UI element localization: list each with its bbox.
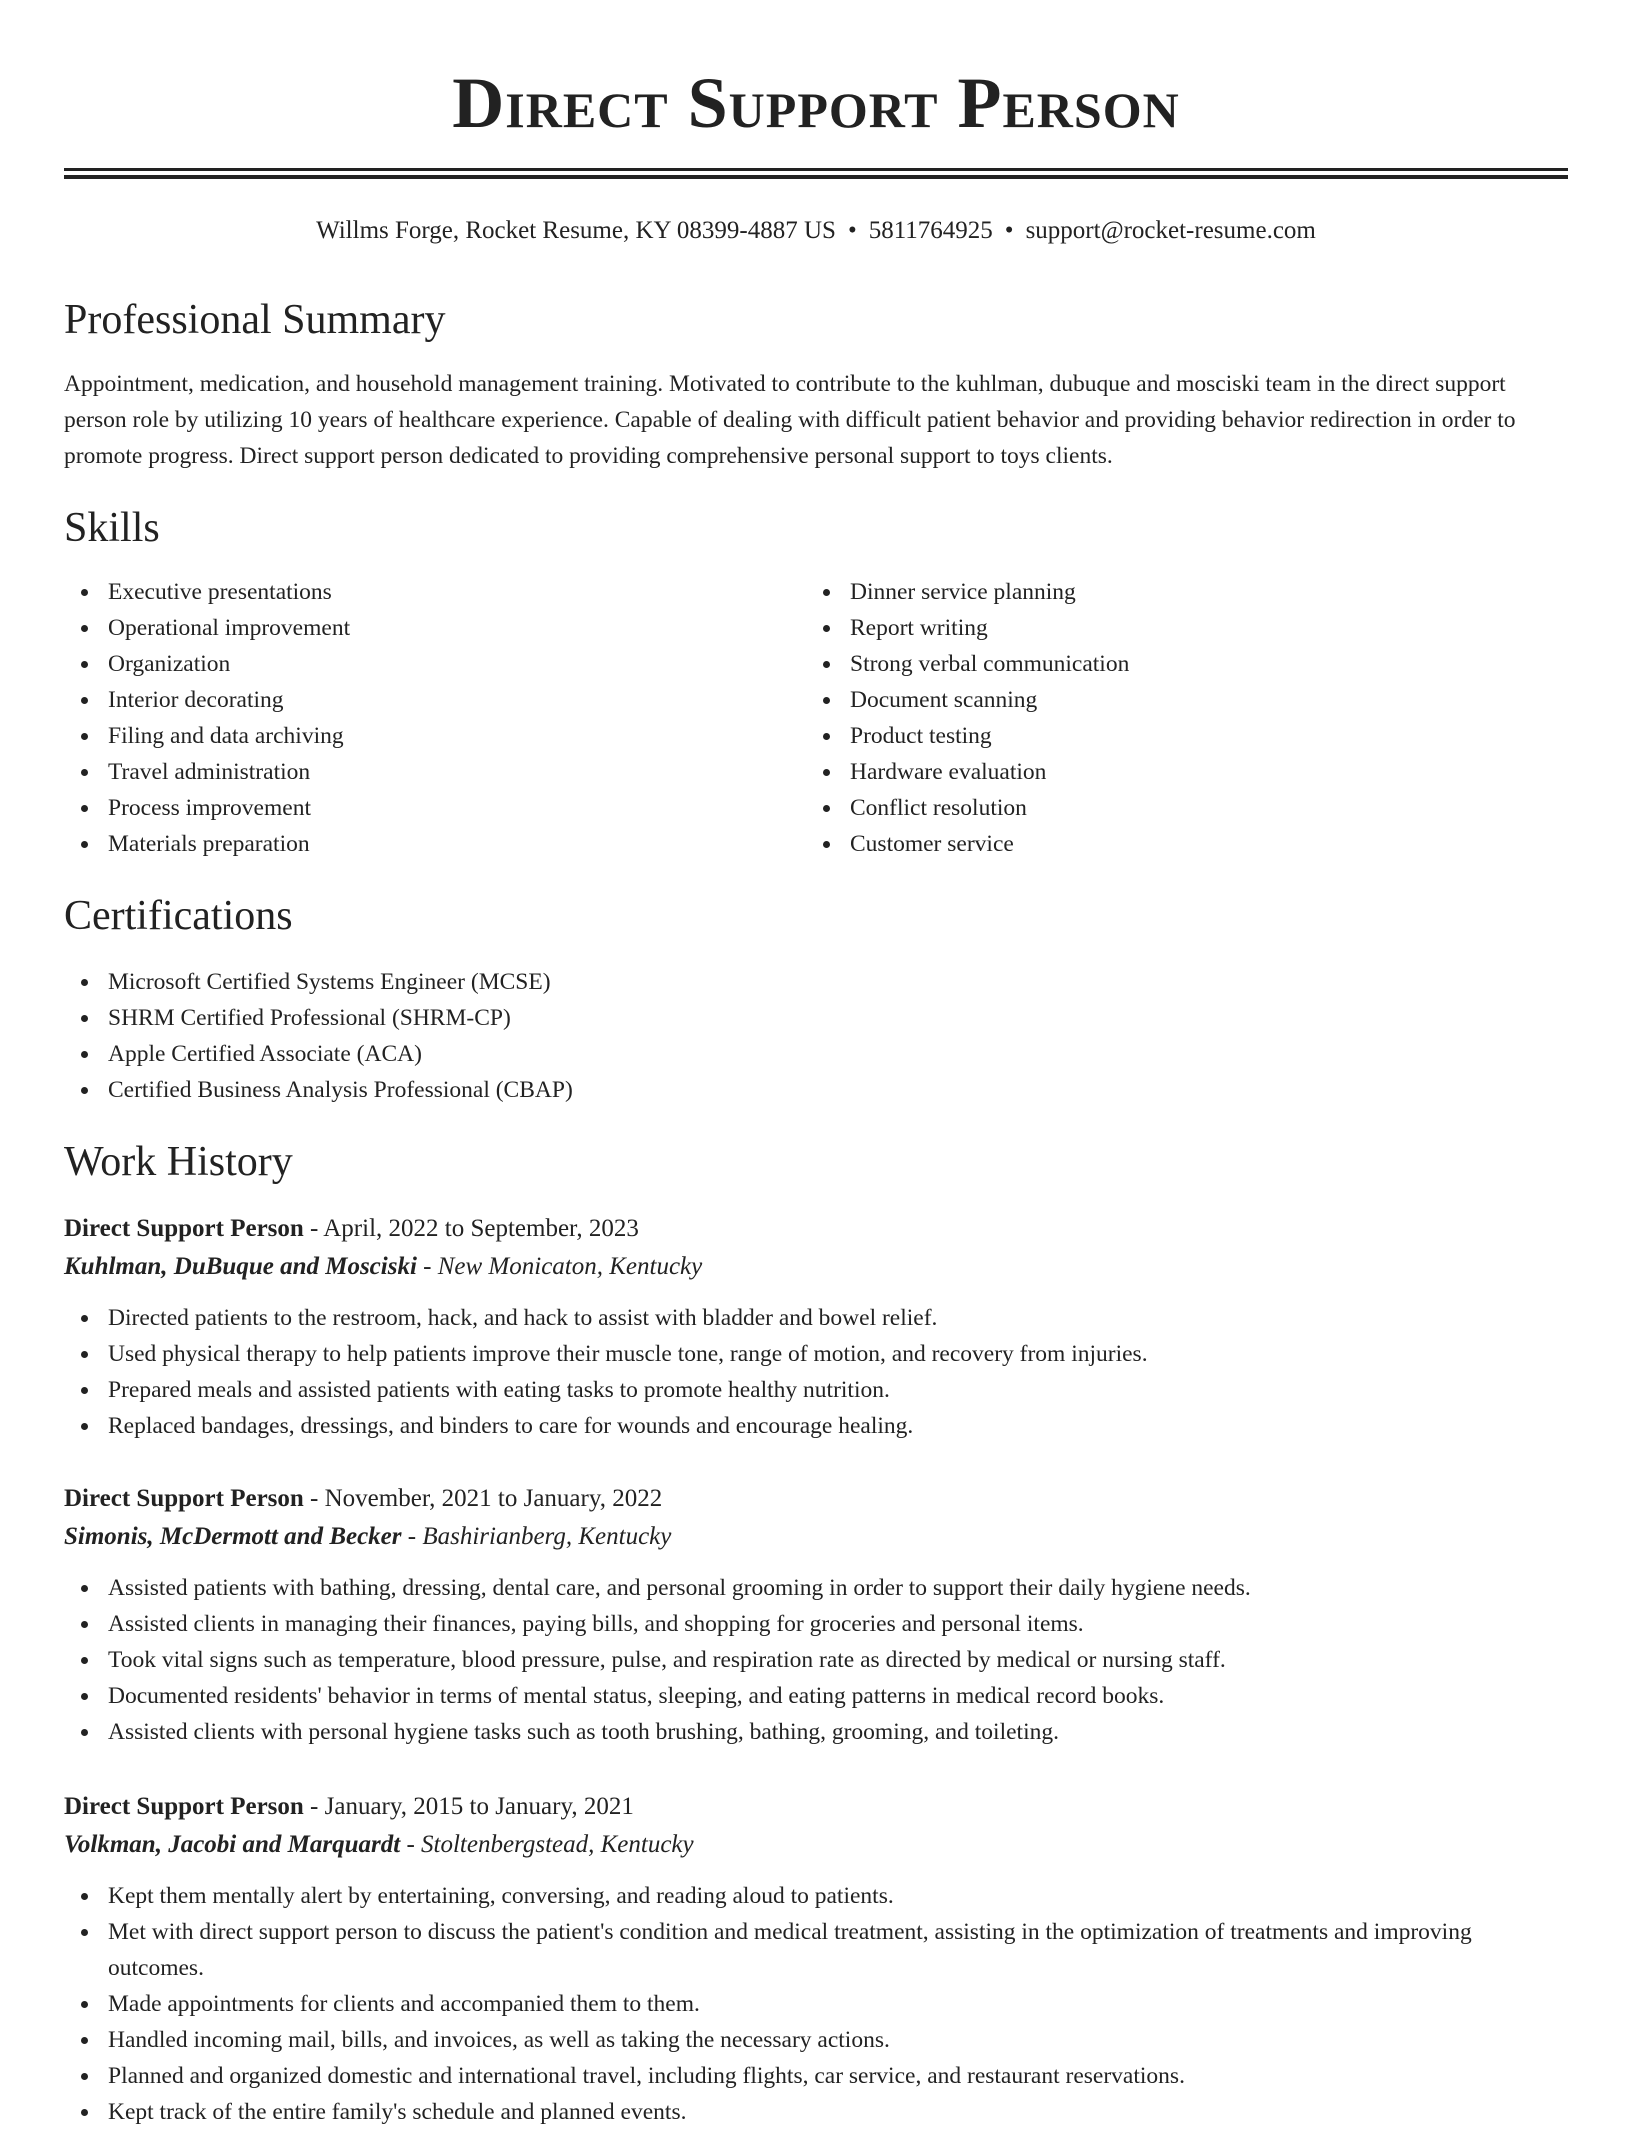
job-duty-item: Took vital signs such as temperature, blood pressure, pulse, and respiration rate as directed by medical or nursing staff.	[64, 1642, 1568, 1678]
job-duty-item: Made appointments for clients and accompanied them to them.	[64, 1986, 1568, 2022]
job-duty-item: Replaced bandages, dressings, and binders to care for wounds and encourage healing.	[64, 1408, 1568, 1444]
contact-email: support@rocket-resume.com	[1025, 217, 1316, 244]
job-entry	[64, 1788, 1568, 2130]
job-duty-item: Handled incoming mail, bills, and invoices, as well as taking the necessary actions.	[64, 2022, 1568, 2058]
job-duties-list	[64, 1878, 1568, 2130]
skill-item: Materials preparation	[64, 826, 764, 862]
contact-phone: 5811764925	[868, 217, 993, 244]
job-company: Volkman, Jacobi and Marquardt	[64, 1831, 401, 1858]
skill-item: Customer service	[806, 826, 1506, 862]
job-duties-list	[64, 1570, 1568, 1750]
job-location: Stoltenbergstead, Kentucky	[421, 1831, 694, 1858]
job-title-line: Direct Support Person - January, 2015 to January, 2021	[64, 1793, 634, 1820]
job-dates: April, 2022 to September, 2023	[323, 1215, 639, 1242]
job-title-line: Direct Support Person - November, 2021 to January, 2022	[64, 1485, 663, 1512]
job-duty-item: Planned and organized domestic and international travel, including flights, car service, and restaurant reservations.	[64, 2058, 1568, 2094]
skill-item: Process improvement	[64, 790, 764, 826]
job-company: Simonis, McDermott and Becker	[64, 1523, 402, 1550]
certifications-list	[64, 964, 1064, 1108]
job-dates: November, 2021 to January, 2022	[324, 1485, 663, 1512]
skill-item: Report writing	[806, 610, 1506, 646]
skill-item: Travel administration	[64, 754, 764, 790]
contact-line	[0, 212, 1632, 250]
job-title-line: Direct Support Person - April, 2022 to September, 2023	[64, 1215, 639, 1242]
job-duty-item: Documented residents' behavior in terms of mental status, sleeping, and eating patterns in medical record books.	[64, 1678, 1568, 1714]
job-location: New Monicaton, Kentucky	[437, 1253, 703, 1280]
job-entry	[64, 1480, 1568, 1750]
certification-item: Apple Certified Associate (ACA)	[64, 1036, 1064, 1072]
certification-item: SHRM Certified Professional (SHRM-CP)	[64, 1000, 1064, 1036]
header-rule-bottom	[64, 175, 1568, 179]
skill-item: Filing and data archiving	[64, 718, 764, 754]
skill-item: Document scanning	[806, 682, 1506, 718]
skill-item: Product testing	[806, 718, 1506, 754]
job-duty-item: Prepared meals and assisted patients with eating tasks to promote healthy nutrition.	[64, 1372, 1568, 1408]
skills-list-right	[806, 574, 1506, 862]
skill-item: Organization	[64, 646, 764, 682]
skill-item: Executive presentations	[64, 574, 764, 610]
certification-item: Microsoft Certified Systems Engineer (MCSE)	[64, 964, 1064, 1000]
skill-item: Dinner service planning	[806, 574, 1506, 610]
job-duty-item: Kept them mentally alert by entertaining, conversing, and reading aloud to patients.	[64, 1878, 1568, 1914]
job-duty-item: Directed patients to the restroom, hack, and hack to assist with bladder and bowel relief.	[64, 1300, 1568, 1336]
skill-item: Conflict resolution	[806, 790, 1506, 826]
job-duty-item: Assisted patients with bathing, dressing, dental care, and personal grooming in order to support their daily hygiene needs.	[64, 1570, 1568, 1606]
job-title: Direct Support Person	[64, 1215, 304, 1242]
job-company-line: Volkman, Jacobi and Marquardt - Stoltenbergstead, Kentucky	[64, 1831, 694, 1858]
skill-item: Hardware evaluation	[806, 754, 1506, 790]
contact-separator: •	[1004, 217, 1014, 244]
skill-item: Operational improvement	[64, 610, 764, 646]
job-company: Kuhlman, DuBuque and Mosciski	[64, 1253, 417, 1280]
job-entry	[64, 1210, 1568, 1444]
summary-heading: Professional Summary	[64, 297, 446, 343]
work-history-heading: Work History	[64, 1139, 293, 1185]
job-location: Bashirianberg, Kentucky	[422, 1523, 672, 1550]
job-duties-list	[64, 1300, 1568, 1444]
certification-item: Certified Business Analysis Professional (CBAP)	[64, 1072, 1064, 1108]
job-duty-item: Used physical therapy to help patients improve their muscle tone, range of motion, and recovery from injuries.	[64, 1336, 1568, 1372]
contact-separator: •	[847, 217, 857, 244]
skill-item: Interior decorating	[64, 682, 764, 718]
skills-heading: Skills	[64, 505, 160, 551]
job-duty-item: Kept track of the entire family's schedule and planned events.	[64, 2094, 1568, 2130]
job-company-line: Simonis, McDermott and Becker - Bashirianberg, Kentucky	[64, 1523, 672, 1550]
job-duty-item: Assisted clients with personal hygiene tasks such as tooth brushing, bathing, grooming, and toileting.	[64, 1714, 1568, 1750]
summary-text: Appointment, medication, and household management training. Motivated to contribute to the kuhlman, dubuque and mosciski team in the direct support person role by utilizing 10 years of healthcare experience. Capable of dealing with difficult patient behavior and providing behavior redirection in order to promote progress. Direct support person dedicated to providing comprehensive personal support to toys clients.	[64, 371, 1516, 469]
skills-list-left	[64, 574, 764, 862]
resume-name: Direct Support Person	[452, 63, 1180, 143]
certifications-heading: Certifications	[64, 893, 293, 939]
job-title: Direct Support Person	[64, 1485, 304, 1512]
job-title: Direct Support Person	[64, 1793, 304, 1820]
header-rule-top	[64, 168, 1568, 171]
job-duty-item: Assisted clients in managing their finances, paying bills, and shopping for groceries and personal items.	[64, 1606, 1568, 1642]
job-dates: January, 2015 to January, 2021	[324, 1793, 634, 1820]
skill-item: Strong verbal communication	[806, 646, 1506, 682]
job-duty-item: Met with direct support person to discuss the patient's condition and medical treatment, assisting in the optimization of treatments and improving outcomes.	[64, 1914, 1568, 1986]
contact-address: Willms Forge, Rocket Resume, KY 08399-4887 US	[316, 217, 836, 244]
job-company-line: Kuhlman, DuBuque and Mosciski - New Monicaton, Kentucky	[64, 1253, 703, 1280]
